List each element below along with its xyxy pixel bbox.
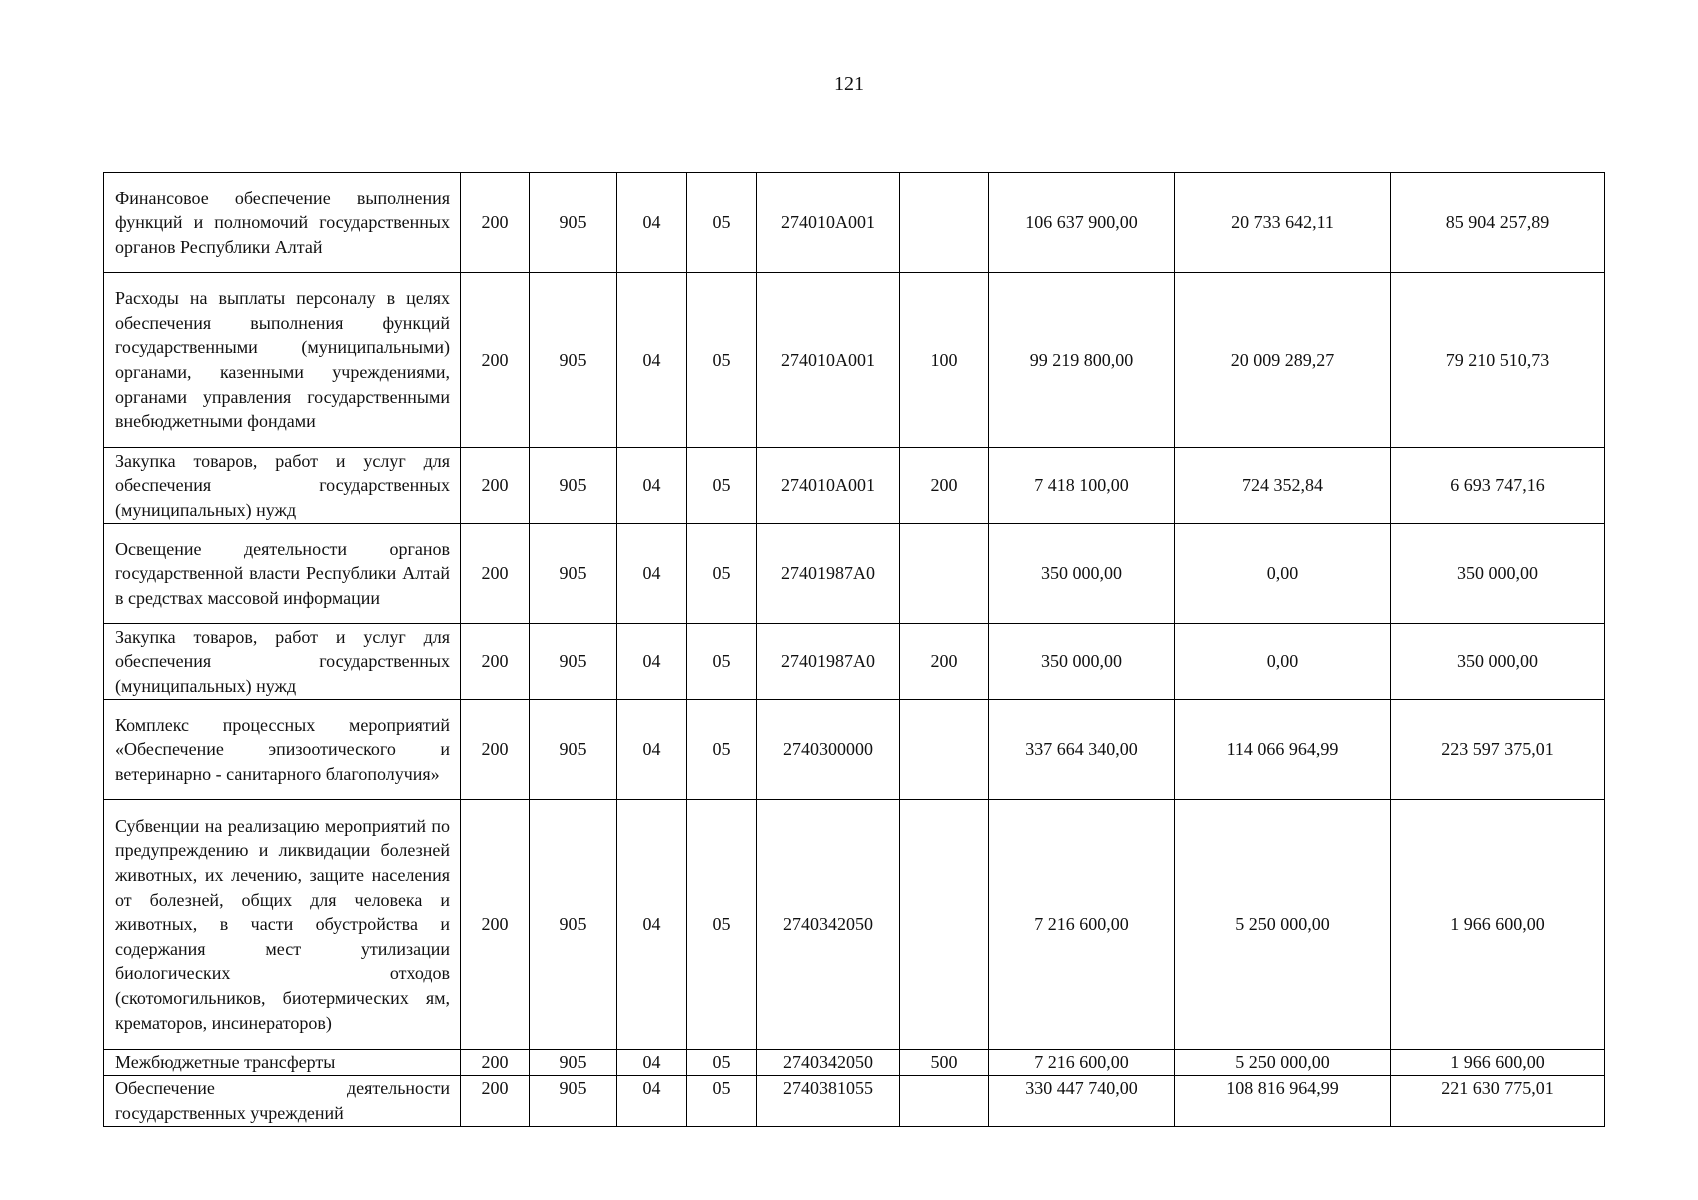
row-name: Закупка товаров, работ и услуг для обеспечения государственных (муниципальных) нужд xyxy=(104,624,461,700)
cell-spent: 20 009 289,27 xyxy=(1175,273,1391,448)
cell-remain: 223 597 375,01 xyxy=(1391,700,1605,800)
row-name: Закупка товаров, работ и услуг для обеспечения государственных (муниципальных) нужд xyxy=(104,448,461,524)
cell-amount: 7 216 600,00 xyxy=(989,800,1175,1050)
cell-col2: 905 xyxy=(530,800,617,1050)
cell-col3: 04 xyxy=(617,800,687,1050)
cell-spent: 0,00 xyxy=(1175,524,1391,624)
cell-spent: 724 352,84 xyxy=(1175,448,1391,524)
cell-code: 2740300000 xyxy=(757,700,900,800)
cell-vid: 200 xyxy=(900,624,989,700)
cell-vid xyxy=(900,700,989,800)
cell-code: 274010А001 xyxy=(757,173,900,273)
cell-col1: 200 xyxy=(461,524,530,624)
table-row xyxy=(104,1050,1605,1076)
row-name: Субвенции на реализацию мероприятий по предупреждению и ликвидации болезней животных, их лечению, защите населения от болезней, общих для человека и животных, в части обустройства и содержания мест утилизации биологических отходов (скотомогильников, биотермических ям, крематоров, инсинераторов) xyxy=(104,800,461,1050)
cell-col3: 04 xyxy=(617,173,687,273)
cell-col2: 905 xyxy=(530,173,617,273)
cell-col1: 200 xyxy=(461,173,530,273)
cell-col4: 05 xyxy=(687,1076,757,1127)
cell-vid: 200 xyxy=(900,448,989,524)
cell-remain: 350 000,00 xyxy=(1391,624,1605,700)
cell-code: 274010А001 xyxy=(757,273,900,448)
cell-vid: 100 xyxy=(900,273,989,448)
table-row xyxy=(104,624,1605,700)
table-row xyxy=(104,1076,1605,1127)
table-row xyxy=(104,700,1605,800)
cell-vid xyxy=(900,173,989,273)
cell-spent: 114 066 964,99 xyxy=(1175,700,1391,800)
cell-spent: 5 250 000,00 xyxy=(1175,800,1391,1050)
cell-col4: 05 xyxy=(687,800,757,1050)
cell-col3: 04 xyxy=(617,448,687,524)
cell-col1: 200 xyxy=(461,448,530,524)
cell-col3: 04 xyxy=(617,1076,687,1127)
cell-remain: 85 904 257,89 xyxy=(1391,173,1605,273)
cell-col4: 05 xyxy=(687,624,757,700)
cell-col4: 05 xyxy=(687,1050,757,1076)
cell-col4: 05 xyxy=(687,524,757,624)
page-number: 121 xyxy=(834,73,864,95)
cell-col4: 05 xyxy=(687,700,757,800)
cell-remain: 1 966 600,00 xyxy=(1391,1050,1605,1076)
row-name: Финансовое обеспечение выполнения функций и полномочий государственных органов Республики Алтай xyxy=(104,173,461,273)
cell-vid: 500 xyxy=(900,1050,989,1076)
table-row xyxy=(104,273,1605,448)
cell-code: 27401987А0 xyxy=(757,624,900,700)
cell-col2: 905 xyxy=(530,624,617,700)
table-row xyxy=(104,173,1605,273)
cell-col1: 200 xyxy=(461,1076,530,1127)
cell-code: 2740381055 xyxy=(757,1076,900,1127)
cell-vid xyxy=(900,1076,989,1127)
cell-remain: 79 210 510,73 xyxy=(1391,273,1605,448)
cell-col2: 905 xyxy=(530,273,617,448)
cell-col4: 05 xyxy=(687,448,757,524)
cell-col2: 905 xyxy=(530,700,617,800)
cell-code: 2740342050 xyxy=(757,800,900,1050)
cell-col1: 200 xyxy=(461,700,530,800)
cell-col2: 905 xyxy=(530,1076,617,1127)
cell-col1: 200 xyxy=(461,273,530,448)
cell-amount: 350 000,00 xyxy=(989,624,1175,700)
cell-col3: 04 xyxy=(617,524,687,624)
cell-col2: 905 xyxy=(530,1050,617,1076)
cell-col3: 04 xyxy=(617,624,687,700)
cell-col3: 04 xyxy=(617,1050,687,1076)
cell-col4: 05 xyxy=(687,273,757,448)
cell-vid xyxy=(900,524,989,624)
cell-spent: 5 250 000,00 xyxy=(1175,1050,1391,1076)
cell-col2: 905 xyxy=(530,524,617,624)
cell-remain: 221 630 775,01 xyxy=(1391,1076,1605,1127)
cell-spent: 20 733 642,11 xyxy=(1175,173,1391,273)
table-row xyxy=(104,800,1605,1050)
cell-vid xyxy=(900,800,989,1050)
table-row xyxy=(104,524,1605,624)
cell-amount: 7 216 600,00 xyxy=(989,1050,1175,1076)
cell-code: 2740342050 xyxy=(757,1050,900,1076)
row-name: Межбюджетные трансферты xyxy=(104,1050,461,1076)
cell-col1: 200 xyxy=(461,800,530,1050)
cell-col3: 04 xyxy=(617,700,687,800)
cell-spent: 108 816 964,99 xyxy=(1175,1076,1391,1127)
row-name: Освещение деятельности органов государственной власти Республики Алтай в средствах массовой информации xyxy=(104,524,461,624)
cell-amount: 337 664 340,00 xyxy=(989,700,1175,800)
cell-amount: 106 637 900,00 xyxy=(989,173,1175,273)
row-name: Комплекс процессных мероприятий «Обеспечение эпизоотического и ветеринарно - санитарного благополучия» xyxy=(104,700,461,800)
cell-amount: 7 418 100,00 xyxy=(989,448,1175,524)
row-name: Расходы на выплаты персоналу в целях обеспечения выполнения функций государственными (муниципальными) органами, казенными учреждениями, органами управления государственными внебюджетными фондами xyxy=(104,273,461,448)
cell-remain: 1 966 600,00 xyxy=(1391,800,1605,1050)
cell-col1: 200 xyxy=(461,624,530,700)
cell-col1: 200 xyxy=(461,1050,530,1076)
table-row xyxy=(104,448,1605,524)
budget-table xyxy=(103,172,1605,1127)
cell-col3: 04 xyxy=(617,273,687,448)
cell-remain: 6 693 747,16 xyxy=(1391,448,1605,524)
row-name-cell xyxy=(104,1076,461,1127)
cell-spent: 0,00 xyxy=(1175,624,1391,700)
cell-col4: 05 xyxy=(687,173,757,273)
cell-amount: 350 000,00 xyxy=(989,524,1175,624)
row-name: Обеспечение деятельности государственных учреждений xyxy=(115,1078,450,1123)
cell-code: 274010А001 xyxy=(757,448,900,524)
cell-amount: 99 219 800,00 xyxy=(989,273,1175,448)
cell-amount: 330 447 740,00 xyxy=(989,1076,1175,1127)
cell-code: 27401987А0 xyxy=(757,524,900,624)
cell-remain: 350 000,00 xyxy=(1391,524,1605,624)
cell-col2: 905 xyxy=(530,448,617,524)
